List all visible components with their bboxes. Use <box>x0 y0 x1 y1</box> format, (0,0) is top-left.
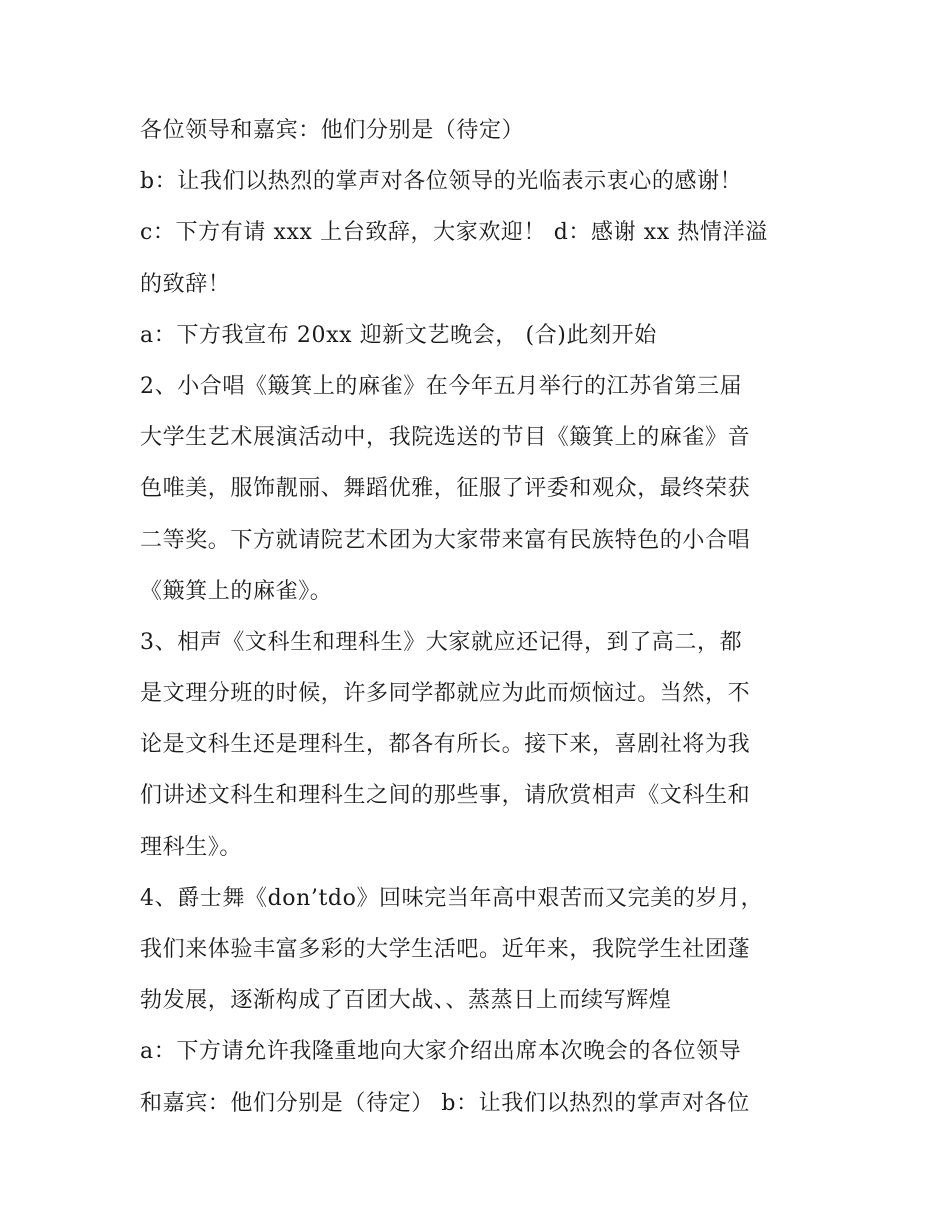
text-line: 《簸箕上的麻雀》。 <box>140 578 333 604</box>
text-line: 勃发展，逐渐构成了百团大战、、蒸蒸日上而续写辉煌 <box>140 988 672 1014</box>
text-line: a：下方请允许我隆重地向大家介绍出席本次晚会的各位领导 <box>140 1039 742 1065</box>
text-line: 理科生》。 <box>140 834 243 860</box>
text-line: 3、相声《文科生和理科生》大家就应还记得，到了高二，都 <box>140 629 743 655</box>
text-line: 们讲述文科生和理科生之间的那些事，请欣赏相声《文科生和 <box>140 783 751 809</box>
text-line: 色唯美，服饰靓丽、舞蹈优雅，征服了评委和观众，最终荣获 <box>140 476 751 502</box>
text-line: 二等奖。下方就请院艺术团为大家带来富有民族特色的小合唱 <box>140 527 751 553</box>
text-line: 我们来体验丰富多彩的大学生活吧。近年来，我院学生社团蓬 <box>140 937 751 962</box>
text-line: 的致辞！ <box>140 271 231 297</box>
text-line: 各位领导和嘉宾：他们分别是（待定） <box>140 118 525 143</box>
text-line: 是文理分班的时候，许多同学都就应为此而烦恼过。当然，不 <box>140 681 751 707</box>
text-line: 2、小合唱《簸箕上的麻雀》在今年五月举行的江苏省第三届 <box>140 373 743 399</box>
document-body <box>140 105 820 1129</box>
text-line: b：让我们以热烈的掌声对各位领导的光临表示衷心的感谢！ <box>140 169 743 195</box>
text-line: 论是文科生还是理科生，都各有所长。接下来，喜剧社将为我 <box>140 732 751 758</box>
text-line: 和嘉宾：他们分别是（待定） b：让我们以热烈的掌声对各位 <box>140 1090 750 1116</box>
text-line: 4、爵士舞《don’tdo》回味完当年高中艰苦而又完美的岁月， <box>140 885 764 911</box>
text-line: a：下方我宣布 20xx 迎新文艺晚会， (合)此刻开始 <box>140 322 657 348</box>
text-line: c：下方有请 xxx 上台致辞，大家欢迎！ d：感谢 xx 热情洋溢 <box>140 220 768 246</box>
text-line: 大学生艺术展演活动中，我院选送的节目《簸箕上的麻雀》音 <box>140 425 751 451</box>
